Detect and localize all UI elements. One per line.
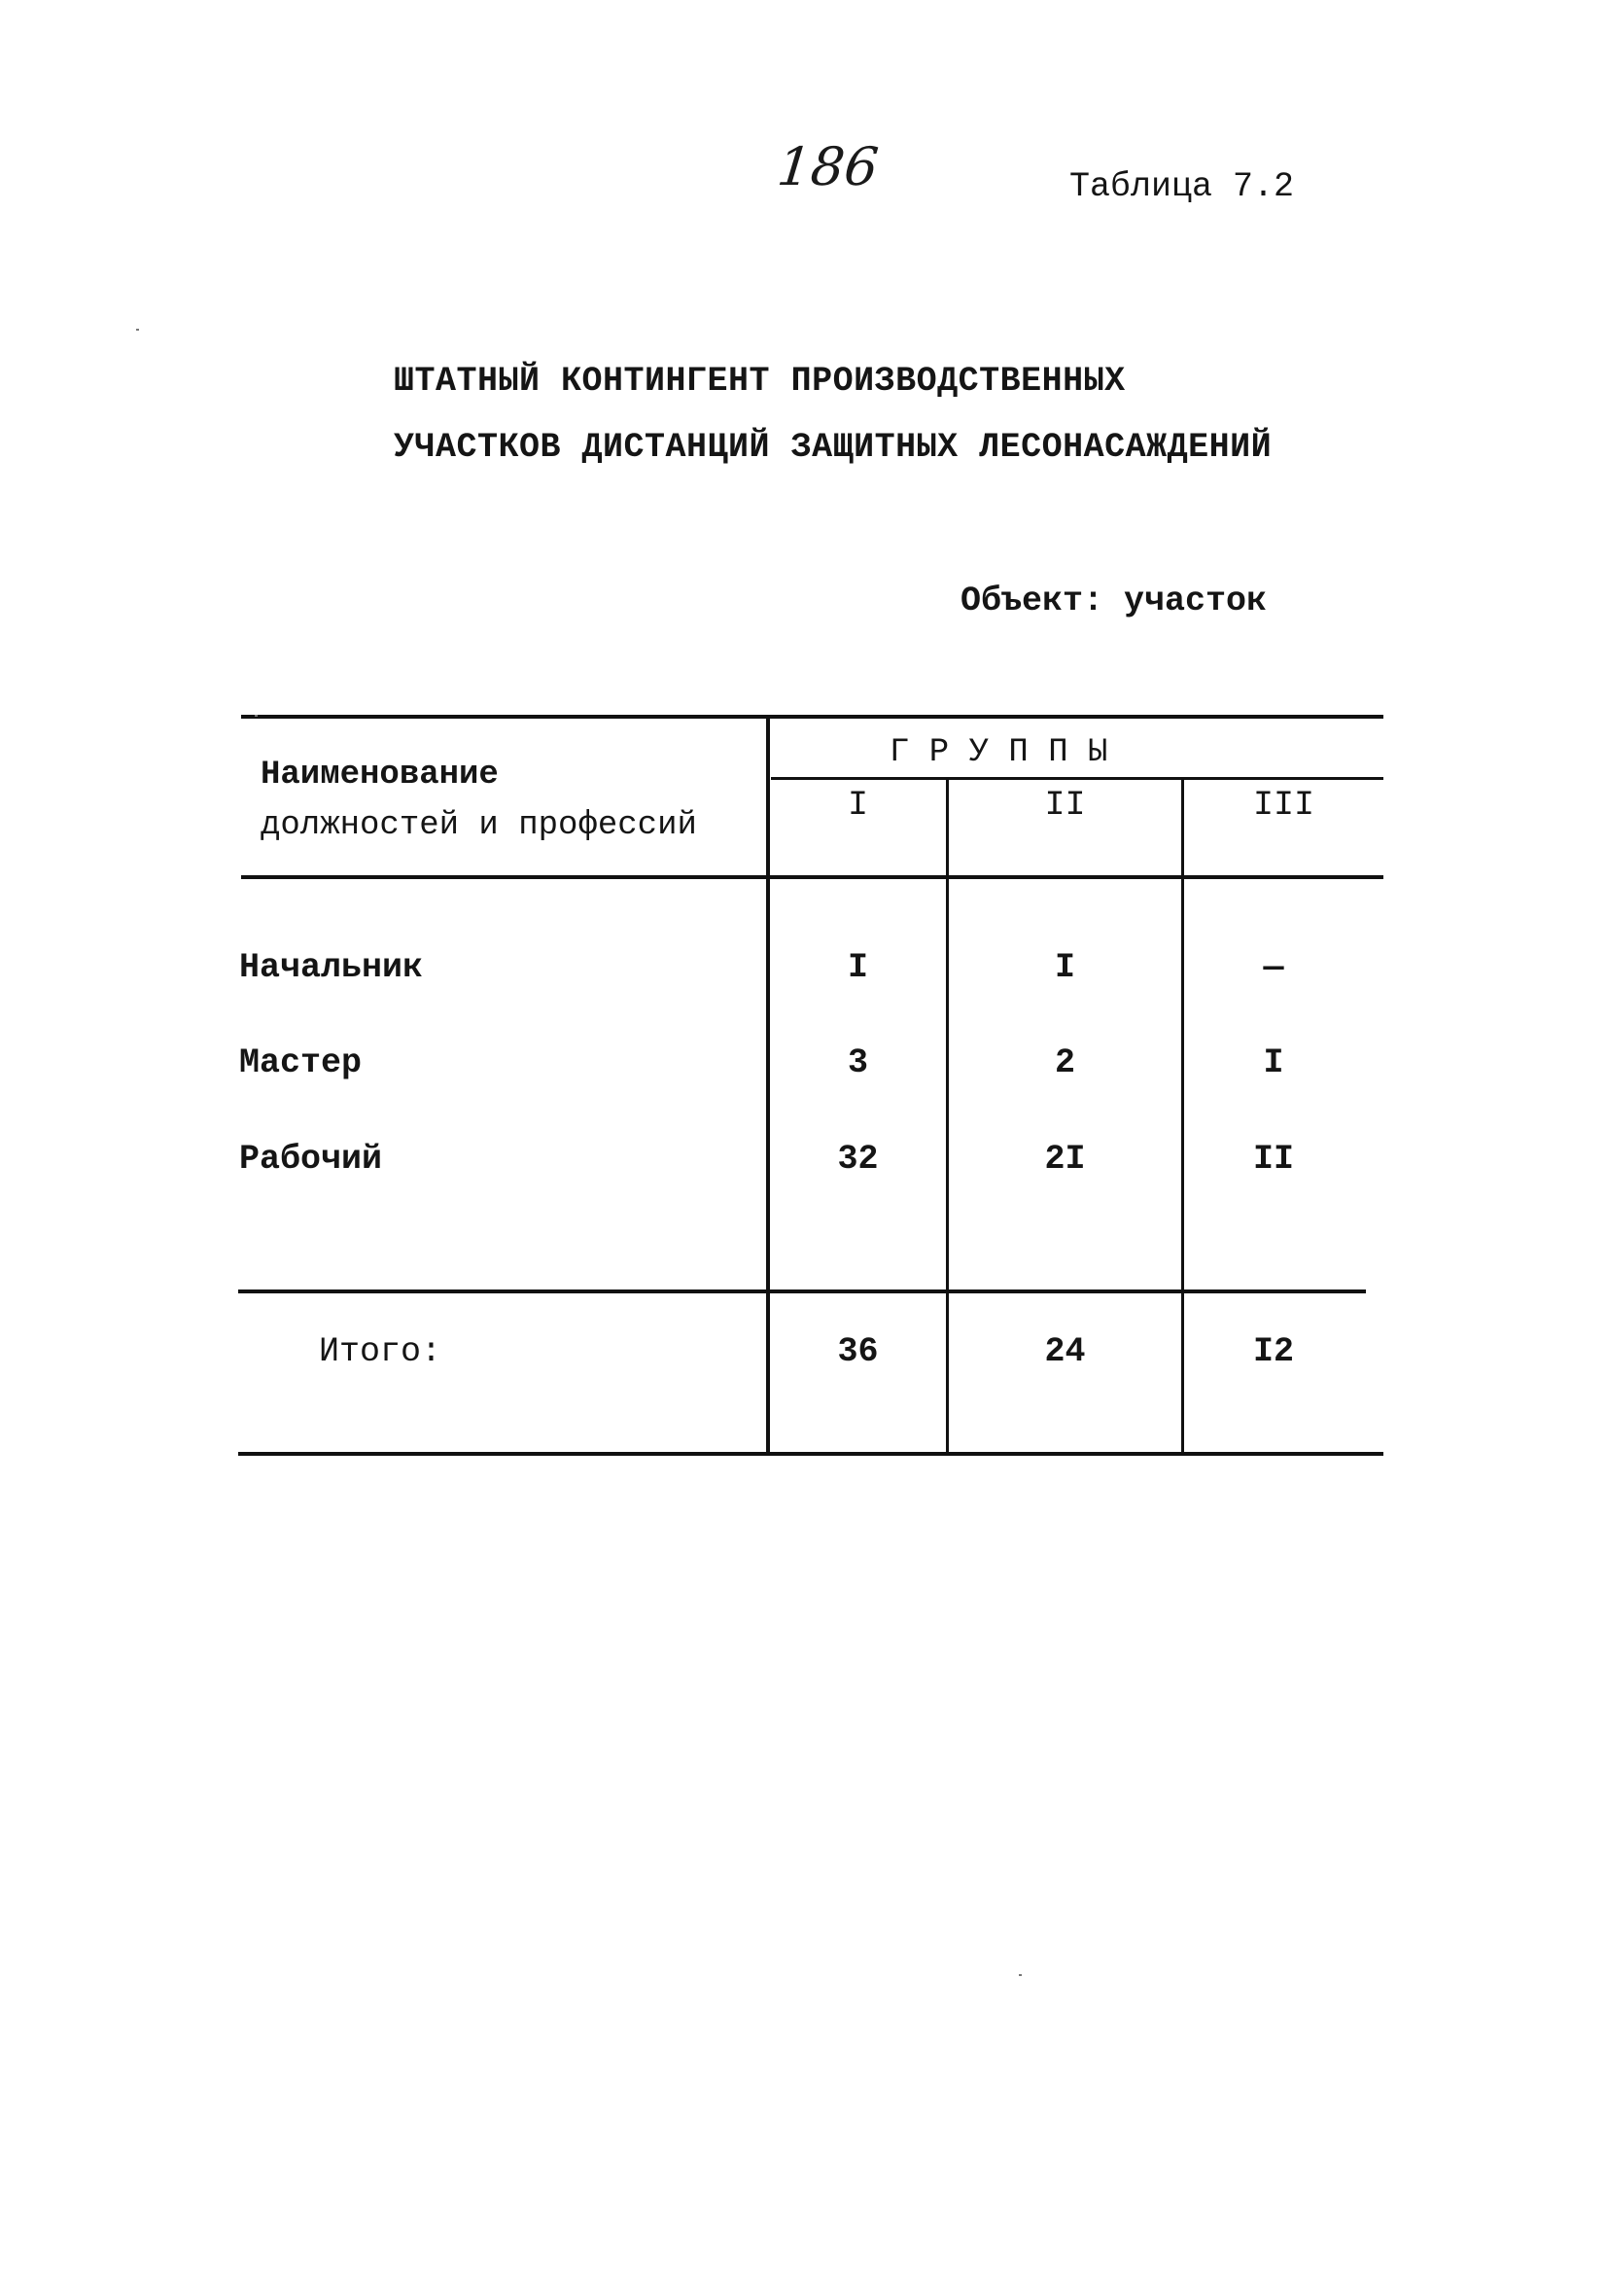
scan-speck [255,715,258,717]
table-bottom-rule [238,1452,1383,1456]
groups-header: Г Р У П П Ы [890,734,1108,771]
group-label-2: II [1044,786,1086,825]
group-label-1: I [847,786,868,825]
total-label: Итого: [319,1332,442,1371]
row-label-worker: Рабочий [239,1140,383,1179]
row-chief-group-1: I [847,948,868,987]
group-label-3: III [1252,786,1314,825]
row-worker-group-2: 2I [1044,1140,1086,1179]
row-chief-group-2: I [1054,948,1075,987]
document-title-line-1: ШТАТНЫЙ КОНТИНГЕНТ ПРОИЗВОДСТВЕННЫХ [394,362,1126,401]
total-group-2: 24 [1044,1332,1086,1371]
column-divider-2-3 [1181,779,1184,1454]
groups-underline-rule [771,777,1383,780]
header-bottom-rule [241,875,1383,879]
row-worker-group-3: II [1252,1140,1294,1179]
total-group-1: 36 [837,1332,879,1371]
row-label-master: Мастер [239,1043,363,1082]
total-top-rule [238,1289,1366,1293]
page-number: 186 [774,136,882,197]
table-top-rule [241,715,1383,719]
row-master-group-1: 3 [847,1043,868,1082]
row-chief-group-3: — [1263,948,1284,987]
column-header-name-line-1: Наименование [261,757,499,794]
row-worker-group-1: 32 [837,1140,879,1179]
row-master-group-2: 2 [1054,1043,1075,1082]
document-title-line-2: УЧАСТКОВ ДИСТАНЦИЙ ЗАЩИТНЫХ ЛЕСОНАСАЖДЕНИЙ [394,428,1273,467]
row-master-group-3: I [1263,1043,1284,1082]
column-header-name-line-2: должностей и профессий [261,807,697,844]
total-group-3: I2 [1252,1332,1294,1371]
scan-speck [136,329,139,331]
table-caption: Таблица 7.2 [1069,167,1295,206]
object-label: Объект: участок [961,582,1268,620]
row-label-chief: Начальник [239,948,424,987]
scan-speck [1019,1974,1022,1976]
